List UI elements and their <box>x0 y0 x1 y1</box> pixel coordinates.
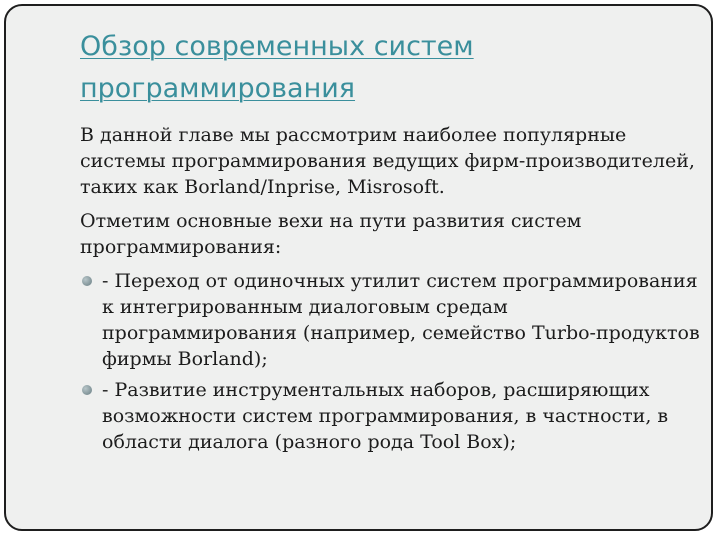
slide-frame <box>4 4 713 531</box>
milestones-paragraph: Отметим основные вехи на пути развития систем программирования: <box>80 210 582 258</box>
bullet-item <box>80 377 700 455</box>
bullet-dot-icon <box>82 385 92 395</box>
bullet-dot-icon <box>82 276 92 286</box>
intro-paragraph: В данной главе мы рассмотрим наиболее популярные системы программирования ведущих фирм-производителей, таких как Borland/Inprise, Misrosoft. <box>80 124 695 198</box>
bullet-text: - Развитие инструментальных наборов, расширяющих возможности систем программирования, в частности, в области диалога (разного рода Tool Box); <box>102 379 669 453</box>
slide-body <box>80 122 700 460</box>
slide-title: Обзор современных систем программирования <box>80 31 474 104</box>
bullet-text: - Переход от одиночных утилит систем программирования к интегрированным диалоговым средам программирования (например, семейство Turbo-продуктов фирмы Borland); <box>102 270 700 370</box>
bullet-list <box>80 268 700 455</box>
bullet-item <box>80 268 700 372</box>
